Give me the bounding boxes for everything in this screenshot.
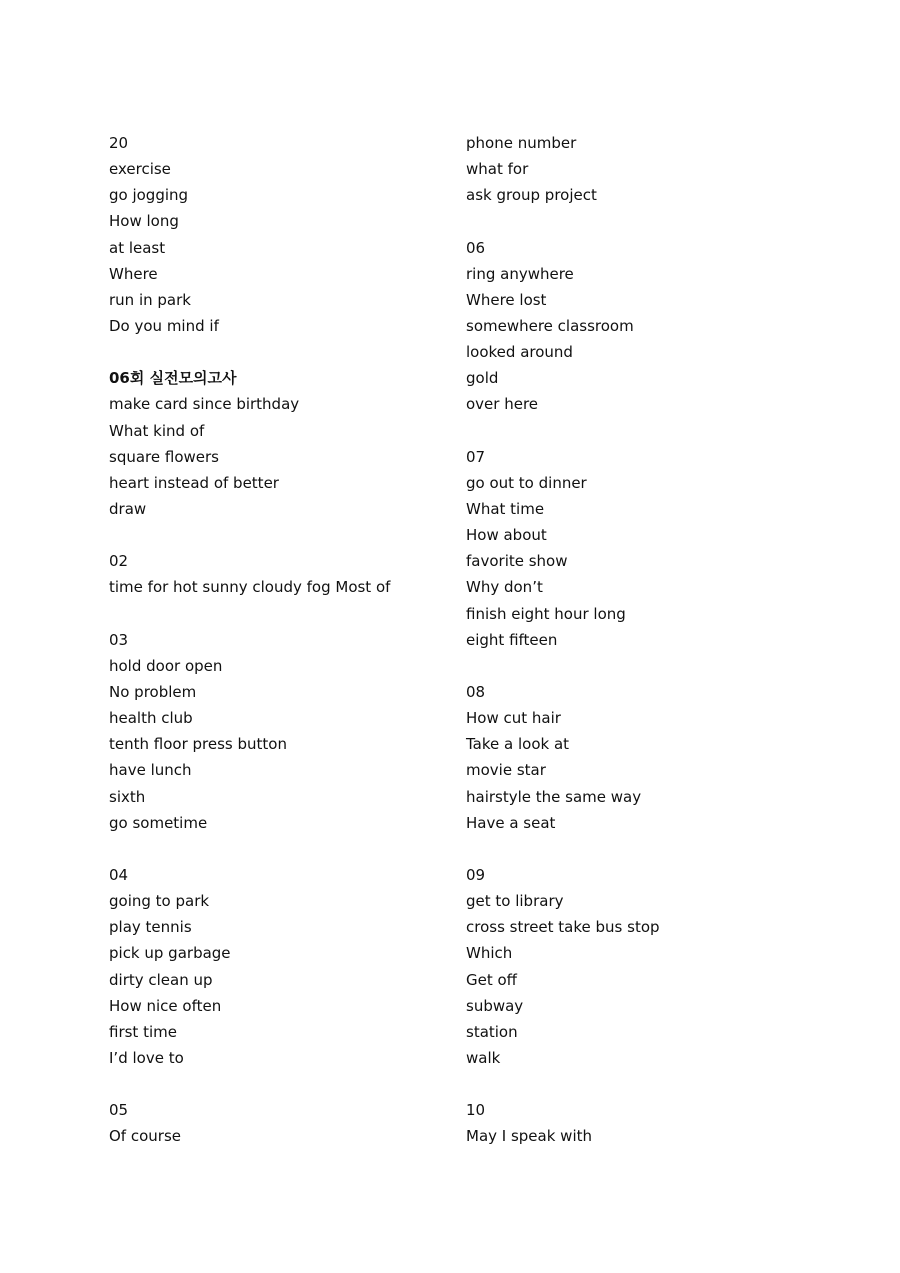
text-line: station bbox=[466, 1022, 518, 1041]
text-line: ask group project bbox=[466, 186, 597, 205]
text-line: phone number bbox=[466, 134, 577, 152]
text-line: time for hot sunny cloudy fog Most of bbox=[109, 578, 391, 597]
text-line: gold bbox=[466, 369, 499, 388]
text-line: May I speak with bbox=[466, 1127, 593, 1146]
text-line: How cut hair bbox=[466, 709, 561, 728]
left-column bbox=[109, 130, 459, 1149]
text-line: What time bbox=[466, 499, 545, 518]
text-line: Get off bbox=[466, 970, 518, 989]
text-line: run in park bbox=[109, 290, 191, 309]
blank-line bbox=[466, 1071, 816, 1097]
section-heading: 06회 실전모의고사 bbox=[109, 369, 237, 388]
text-line: Of course bbox=[109, 1127, 181, 1146]
text-line: 09 bbox=[466, 865, 486, 884]
text-line: finish eight hour long bbox=[466, 604, 626, 623]
text-line: tenth floor press button bbox=[109, 735, 287, 754]
text-line: health club bbox=[109, 709, 193, 728]
text-line: 07 bbox=[466, 447, 486, 466]
text-line: what for bbox=[466, 160, 529, 179]
blank-line bbox=[109, 836, 459, 862]
text-line: somewhere classroom bbox=[466, 316, 634, 335]
blank-line bbox=[109, 1071, 459, 1097]
text-line: have lunch bbox=[109, 761, 192, 780]
text-line: I’d love to bbox=[109, 1048, 184, 1067]
text-line: Where bbox=[109, 264, 158, 283]
text-line: 10 bbox=[466, 1101, 486, 1120]
text-line: 05 bbox=[109, 1101, 129, 1120]
blank-line bbox=[109, 601, 459, 627]
text-line: going to park bbox=[109, 892, 210, 911]
text-line: Take a look at bbox=[466, 735, 570, 754]
text-line: 20 bbox=[109, 134, 129, 152]
text-line: over here bbox=[466, 395, 539, 414]
text-line: 08 bbox=[466, 682, 486, 701]
text-line: What kind of bbox=[109, 421, 205, 440]
text-line: Have a seat bbox=[466, 813, 556, 832]
text-line: walk bbox=[466, 1048, 501, 1067]
text-line: eight fifteen bbox=[466, 630, 558, 649]
text-line: Which bbox=[466, 944, 513, 963]
blank-line bbox=[466, 418, 816, 444]
text-line: go out to dinner bbox=[466, 473, 587, 492]
text-line: cross street take bus stop bbox=[466, 918, 660, 937]
right-column bbox=[466, 130, 816, 1149]
text-line: How long bbox=[109, 212, 179, 231]
text-line: 04 bbox=[109, 865, 129, 884]
blank-line bbox=[466, 836, 816, 862]
text-line: How nice often bbox=[109, 996, 222, 1015]
blank-line bbox=[466, 208, 816, 234]
text-line: draw bbox=[109, 499, 147, 518]
text-line: exercise bbox=[109, 160, 171, 179]
text-line: No problem bbox=[109, 682, 197, 701]
text-line: dirty clean up bbox=[109, 970, 213, 989]
blank-line bbox=[109, 339, 459, 365]
text-line: 03 bbox=[109, 630, 129, 649]
text-line: How about bbox=[466, 526, 547, 545]
blank-line bbox=[466, 653, 816, 679]
text-line: square flowers bbox=[109, 447, 219, 466]
text-line: go jogging bbox=[109, 186, 189, 205]
text-line: Why don’t bbox=[466, 578, 543, 597]
text-line: go sometime bbox=[109, 813, 208, 832]
text-line: favorite show bbox=[466, 552, 568, 571]
text-line: sixth bbox=[109, 787, 146, 806]
text-line: hairstyle the same way bbox=[466, 787, 642, 806]
text-line: pick up garbage bbox=[109, 944, 231, 963]
text-line: Where lost bbox=[466, 290, 547, 309]
text-line: at least bbox=[109, 238, 166, 257]
text-line: get to library bbox=[466, 892, 564, 911]
text-line: looked around bbox=[466, 343, 573, 362]
text-line: subway bbox=[466, 996, 524, 1015]
text-line: 02 bbox=[109, 552, 129, 571]
text-line: play tennis bbox=[109, 918, 192, 937]
text-line: movie star bbox=[466, 761, 546, 780]
text-line: ring anywhere bbox=[466, 264, 574, 283]
text-line: make card since birthday bbox=[109, 395, 300, 414]
blank-line bbox=[109, 522, 459, 548]
text-line: Do you mind if bbox=[109, 316, 219, 335]
text-line: 06 bbox=[466, 238, 486, 257]
text-line: first time bbox=[109, 1022, 177, 1041]
text-line: hold door open bbox=[109, 656, 223, 675]
text-line: heart instead of better bbox=[109, 473, 279, 492]
